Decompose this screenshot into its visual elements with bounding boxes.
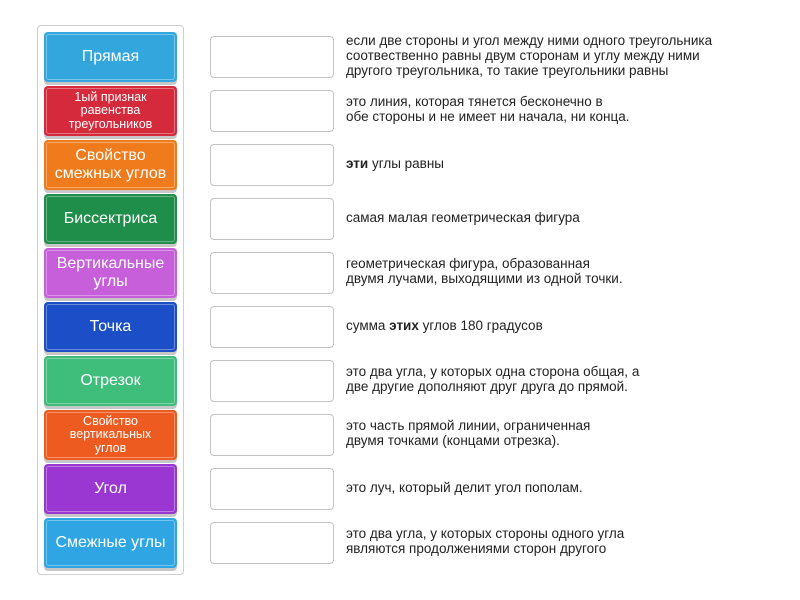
word-bank: [37, 25, 184, 575]
drop-slot-2[interactable]: [210, 90, 334, 132]
drop-slot-6[interactable]: [210, 306, 334, 348]
drop-slot-8[interactable]: [210, 414, 334, 456]
drop-slot-7[interactable]: [210, 360, 334, 402]
drop-slot-9[interactable]: [210, 468, 334, 510]
drop-slot-5[interactable]: [210, 252, 334, 294]
definition-9: это луч, который делит угол пополам.: [346, 480, 583, 495]
definition-3: эти углы равны: [346, 156, 445, 171]
definition-8: это часть прямой линии, ограниченная двумя точками (концами отрезка).: [346, 418, 591, 448]
tile-vertikalnye-ugly[interactable]: Вертикальные углы: [44, 248, 177, 298]
tile-smezhnye-ugly[interactable]: Смежные углы: [44, 518, 177, 568]
tile-tochka[interactable]: Точка: [44, 302, 177, 352]
tile-otrezok[interactable]: Отрезок: [44, 356, 177, 406]
drop-slot-10[interactable]: [210, 522, 334, 564]
tile-ugol[interactable]: Угол: [44, 464, 177, 514]
definition-1: если две стороны и угол между ними одного треугольника соотвественно равны двум сторонам и углу между ними другого треугольника, то такие треугольники равны: [346, 33, 713, 78]
tile-svoystvo-vertikalnyh[interactable]: Свойство вертикальных углов: [44, 410, 177, 460]
tile-svoystvo-smezhnyh[interactable]: Свойство смежных углов: [44, 140, 177, 190]
definition-4: самая малая геометрическая фигура: [346, 210, 580, 225]
drop-slot-1[interactable]: [210, 36, 334, 78]
definition-5: геометрическая фигура, образованная двумя лучами, выходящими из одной точки.: [346, 256, 623, 286]
definition-2: это линия, которая тянется бесконечно в обе стороны и не имеет ни начала, ни конца.: [346, 94, 630, 124]
definition-3-bold: эти: [346, 156, 369, 171]
definition-6-bold: этих: [389, 318, 419, 333]
drop-slot-4[interactable]: [210, 198, 334, 240]
definition-6: сумма этих углов 180 градусов: [346, 318, 543, 333]
tile-bissektrisa[interactable]: Биссектриса: [44, 194, 177, 244]
definition-7: это два угла, у которых одна сторона общая, а две другие дополняют друг друга до прямой.: [346, 364, 640, 394]
definition-10: это два угла, у которых стороны одного угла являются продолжениями сторон другого: [346, 526, 625, 556]
tile-priznak-ravenstva[interactable]: 1ый признак равенства треугольников: [44, 86, 177, 136]
drop-slot-3[interactable]: [210, 144, 334, 186]
tile-pryamaya[interactable]: Прямая: [44, 32, 177, 82]
